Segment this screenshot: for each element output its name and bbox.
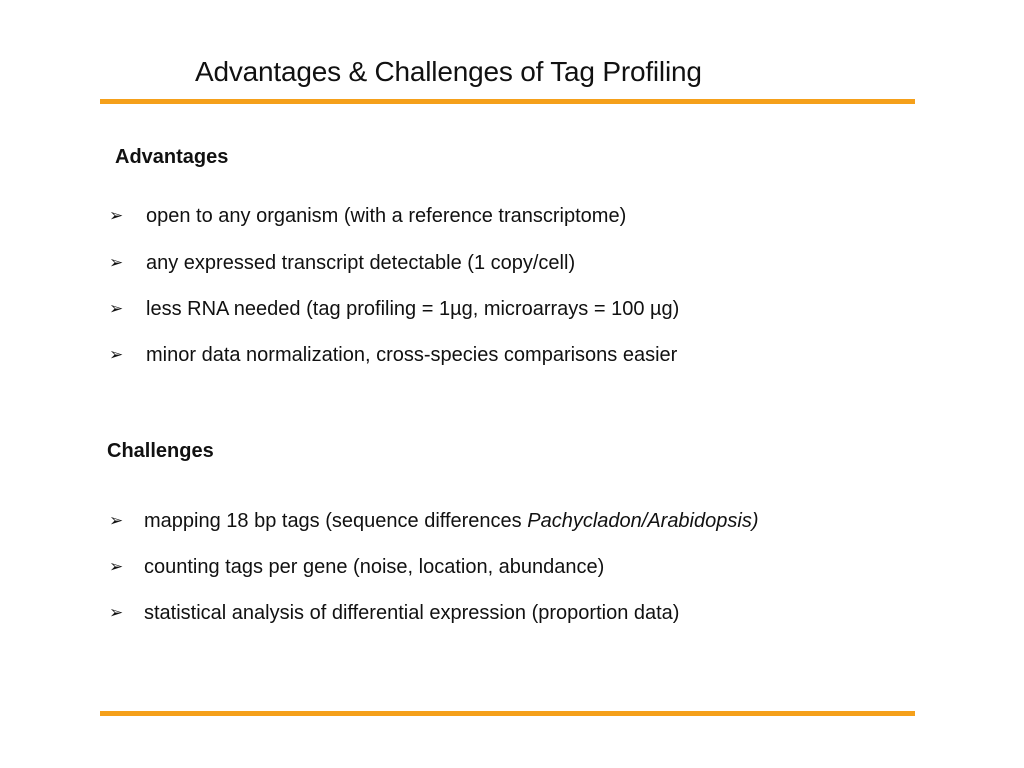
bullet-text: minor data normalization, cross-species comparisons easier: [146, 344, 678, 366]
bullet-text: statistical analysis of differential expression (proportion data): [144, 602, 680, 624]
advantages-heading: Advantages: [115, 146, 229, 168]
arrowhead-bullet-icon: ➢: [109, 557, 124, 577]
bottom-divider: [100, 711, 915, 716]
bullet-text: counting tags per gene (noise, location, abundance): [144, 556, 605, 578]
bullet-text-regular: mapping 18 bp tags (sequence differences: [144, 510, 528, 532]
top-divider: [100, 99, 915, 104]
challenges-heading: Challenges: [107, 440, 214, 462]
slide-title: Advantages & Challenges of Tag Profiling: [195, 56, 702, 87]
arrowhead-bullet-icon: ➢: [109, 253, 124, 273]
arrowhead-bullet-icon: ➢: [109, 511, 124, 531]
bullet-text: [144, 506, 758, 536]
bullet-text: any expressed transcript detectable (1 copy/cell): [146, 252, 576, 274]
bullet-text: open to any organism (with a reference transcriptome): [146, 205, 627, 227]
bullet-text: less RNA needed (tag profiling = 1µg, microarrays = 100 µg): [146, 298, 680, 320]
arrowhead-bullet-icon: ➢: [109, 345, 124, 365]
bullet-text-italic: Pachycladon/Arabidopsis): [527, 510, 759, 532]
arrowhead-bullet-icon: ➢: [109, 603, 124, 623]
arrowhead-bullet-icon: ➢: [109, 206, 124, 226]
arrowhead-bullet-icon: ➢: [109, 299, 124, 319]
